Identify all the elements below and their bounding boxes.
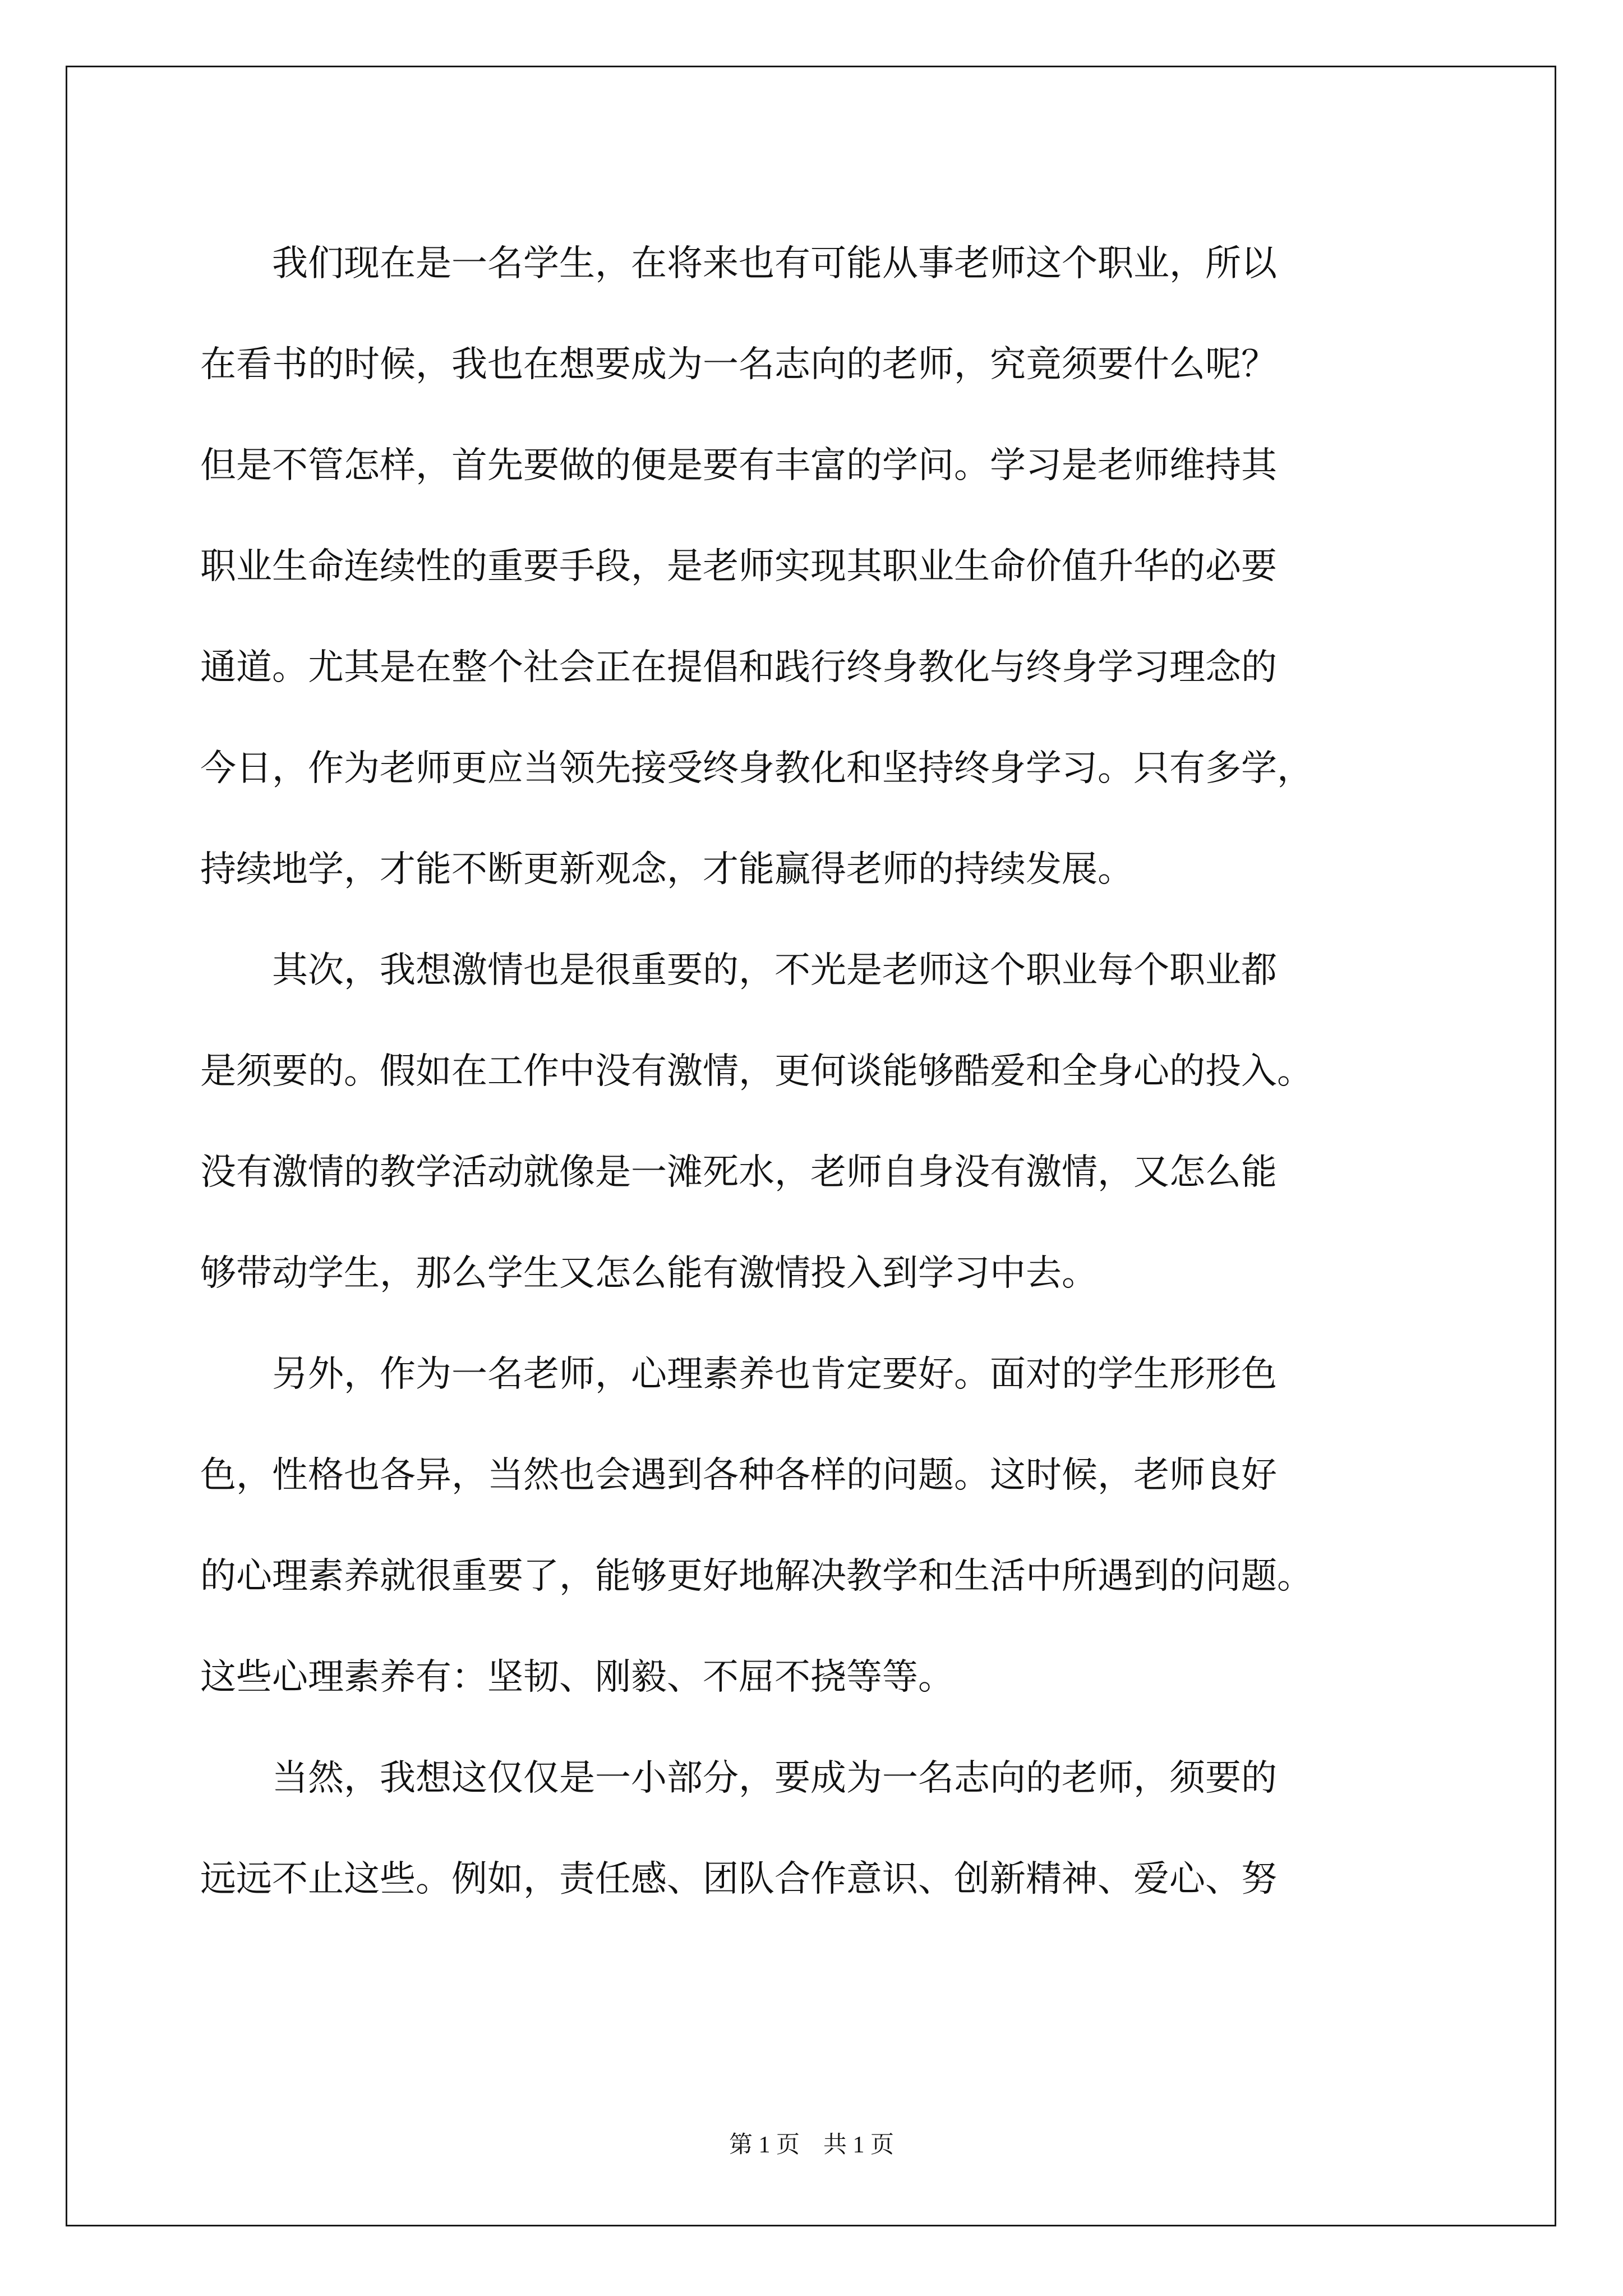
text-line: 够带动学生，那么学生又怎么能有激情投入到学习中去。 [200, 1253, 1098, 1294]
text-line: 当然，我想这仅仅是一小部分，要成为一名志向的老师，须要的 [200, 1757, 1277, 1799]
text-line: 没有激情的教学活动就像是一滩死水，老师自身没有激情，又怎么能 [200, 1152, 1277, 1193]
text-line: 是须要的。假如在工作中没有激情，更何谈能够酷爱和全身心的投入。 [200, 1051, 1313, 1092]
text-line: 远远不止这些。例如，责任感、团队合作意识、创新精神、爱心、努 [200, 1858, 1277, 1900]
text-line: 通道。尤其是在整个社会正在提倡和践行终身教化与终身学习理念的 [200, 647, 1277, 688]
text-line: 的心理素养就很重要了，能够更好地解决教学和生活中所遇到的问题。 [200, 1556, 1313, 1597]
text-line: 今日，作为老师更应当领先接受终身教化和坚持终身学习。只有多学， [200, 748, 1313, 789]
text-line: 持续地学，才能不断更新观念，才能赢得老师的持续发展。 [200, 849, 1133, 890]
text-line: 在看书的时候，我也在想要成为一名志向的老师，究竟须要什么呢？ [200, 344, 1277, 385]
text-line: 我们现在是一名学生，在将来也有可能从事老师这个职业，所以 [200, 243, 1277, 284]
text-line: 色，性格也各异，当然也会遇到各种各样的问题。这时候，老师良好 [200, 1455, 1277, 1496]
text-line: 其次，我想激情也是很重要的，不光是老师这个职业每个职业都 [200, 950, 1277, 991]
text-line: 职业生命连续性的重要手段，是老师实现其职业生命价值升华的必要 [200, 546, 1277, 587]
page-number-footer: 第 1 页 共 1 页 [728, 2132, 894, 2158]
text-line: 但是不管怎样，首先要做的便是要有丰富的学问。学习是老师维持其 [200, 445, 1277, 486]
document-body [200, 213, 1434, 1930]
text-line: 这些心理素养有：坚韧、刚毅、不屈不挠等等。 [200, 1657, 954, 1698]
text-line: 另外，作为一名老师，心理素养也肯定要好。面对的学生形形色 [200, 1354, 1277, 1395]
